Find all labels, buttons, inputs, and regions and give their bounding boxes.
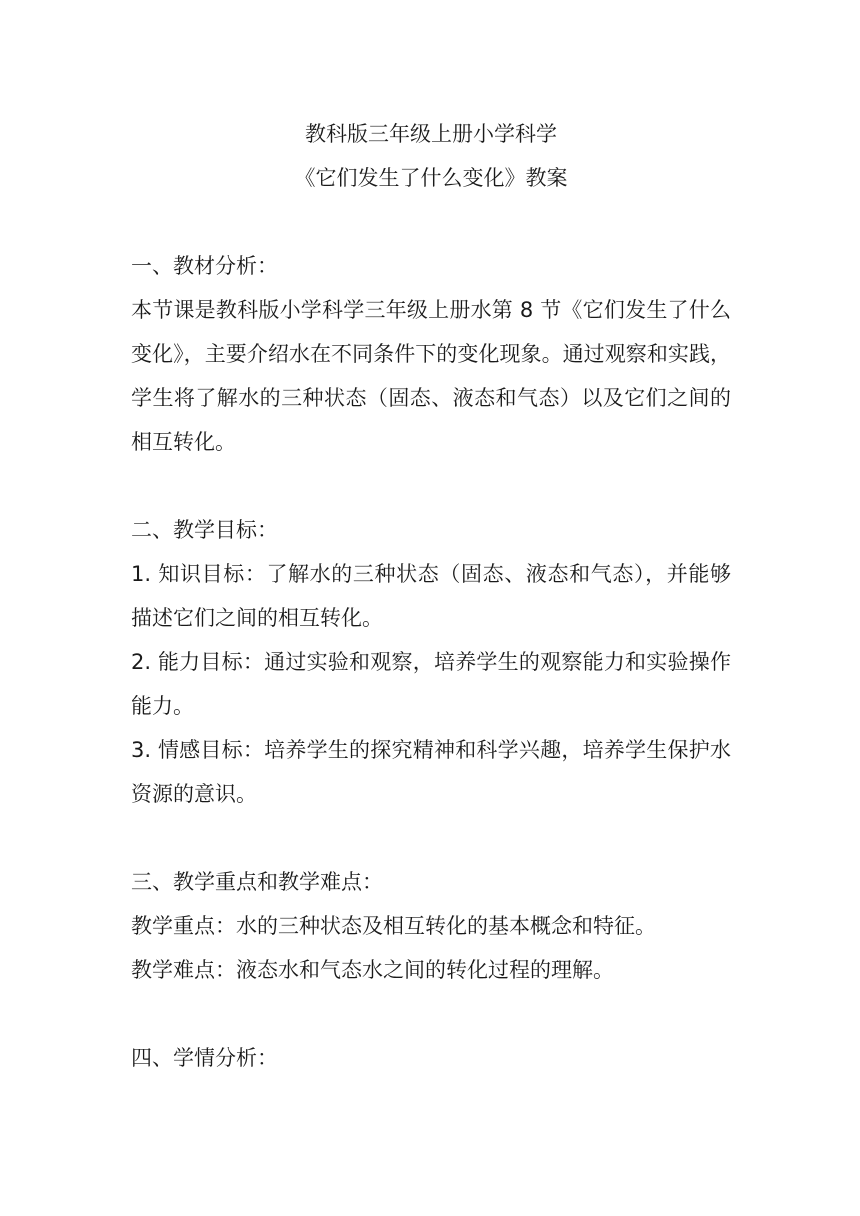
difficult-point: 教学难点：液态水和气态水之间的转化过程的理解。 <box>131 958 614 982</box>
section-heading: 一、教材分析： <box>131 254 278 278</box>
objective-ability: 2. 能力目标：通过实验和观察，培养学生的观察能力和实验操作能力。 <box>131 650 731 718</box>
document-content <box>131 112 731 1124</box>
section-teaching-objectives <box>131 508 731 816</box>
section-student-analysis <box>131 1036 731 1080</box>
section-heading: 四、学情分析： <box>131 1046 278 1070</box>
section-key-points <box>131 860 731 992</box>
title-block <box>131 112 731 200</box>
section-heading: 二、教学目标： <box>131 518 278 542</box>
document-title-line2: 《它们发生了什么变化》教案 <box>294 166 568 190</box>
objective-knowledge: 1. 知识目标：了解水的三种状态（固态、液态和气态），并能够描述它们之间的相互转化。 <box>131 562 731 630</box>
section-paragraph: 本节课是教科版小学科学三年级上册水第 8 节《它们发生了什么变化》，主要介绍水在不同条件下的变化现象。通过观察和实践，学生将了解水的三种状态（固态、液态和气态）以及它们之间的相互转化。 <box>131 298 731 454</box>
document-title-line1: 教科版三年级上册小学科学 <box>305 122 557 146</box>
section-textbook-analysis <box>131 244 731 464</box>
section-heading: 三、教学重点和教学难点： <box>131 870 383 894</box>
objective-emotion: 3. 情感目标：培养学生的探究精神和科学兴趣，培养学生保护水资源的意识。 <box>131 738 731 806</box>
key-point: 教学重点：水的三种状态及相互转化的基本概念和特征。 <box>131 914 656 938</box>
